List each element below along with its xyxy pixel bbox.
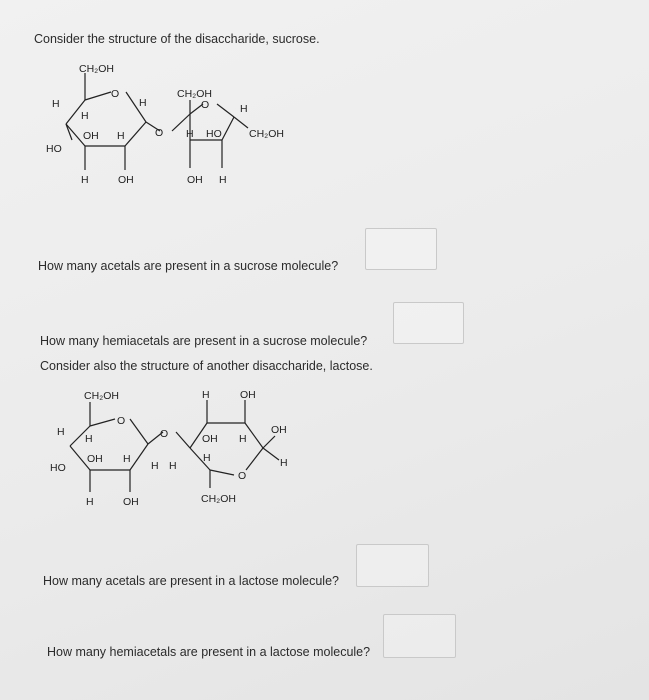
struct-label: H [117, 130, 125, 142]
struct-label: CH₂OH [177, 88, 212, 100]
struct-label: O [117, 415, 126, 427]
struct-label: OH [118, 174, 134, 186]
intro-text: Consider the structure of the disaccharide, sucrose. [34, 32, 320, 46]
struct-label: H [202, 389, 210, 401]
struct-label: CH₂OH [249, 128, 284, 140]
struct-label: HO [50, 462, 66, 474]
struct-label: O [155, 127, 164, 139]
struct-label: H [57, 426, 65, 438]
struct-label: O [238, 470, 247, 482]
lactose-intro-text: Consider also the structure of another disaccharide, lactose. [40, 359, 373, 373]
struct-label: H [86, 496, 94, 508]
bond-line [246, 448, 263, 470]
bond-line [130, 444, 148, 470]
bond-line [176, 432, 190, 448]
question-sucrose-acetals: How many acetals are present in a sucrose molecule? [38, 259, 339, 273]
struct-label: HO [206, 128, 222, 140]
struct-label: H [239, 433, 247, 445]
struct-label: CH₂OH [201, 493, 236, 505]
struct-label: H [240, 103, 248, 115]
struct-label: H [85, 433, 93, 445]
struct-label: OH [240, 389, 256, 401]
struct-label: O [201, 99, 210, 111]
bond-line [90, 419, 115, 426]
struct-label: H [52, 98, 60, 110]
bond-line [130, 419, 148, 444]
struct-label: H [81, 110, 89, 122]
bond-line [263, 448, 279, 460]
question-lactose-acetals: How many acetals are present in a lactose molecule? [43, 574, 339, 588]
struct-label: OH [187, 174, 203, 186]
answer-box-lactose-acetals[interactable] [356, 544, 429, 587]
struct-label: O [160, 428, 169, 440]
question-lactose-hemiacetals: How many hemiacetals are present in a lactose molecule? [47, 645, 371, 659]
struct-label: HO [46, 143, 62, 155]
lactose-glucose-ring [176, 400, 279, 488]
bond-line [263, 436, 275, 448]
struct-label: H [123, 453, 131, 465]
struct-label: OH [83, 130, 99, 142]
struct-label: CH₂OH [79, 63, 114, 75]
struct-label: H [81, 174, 89, 186]
struct-label: OH [87, 453, 103, 465]
struct-label: H [280, 457, 288, 469]
struct-label: CH₂OH [84, 390, 119, 402]
struct-label: H [139, 97, 147, 109]
struct-label: OH [271, 424, 287, 436]
struct-label: H [151, 460, 159, 472]
struct-label: OH [202, 433, 218, 445]
lactose-atom-labels [50, 389, 288, 508]
struct-label: O [111, 88, 120, 100]
struct-label: H [219, 174, 227, 186]
struct-label: H [186, 128, 194, 140]
struct-label: H [203, 452, 211, 464]
struct-label: OH [123, 496, 139, 508]
answer-box-lactose-hemiacetals[interactable] [383, 614, 456, 658]
question-sucrose-hemiacetals: How many hemiacetals are present in a sucrose molecule? [40, 334, 368, 348]
struct-label: H [169, 460, 177, 472]
bond-line [245, 423, 263, 448]
bond-line [210, 470, 234, 475]
